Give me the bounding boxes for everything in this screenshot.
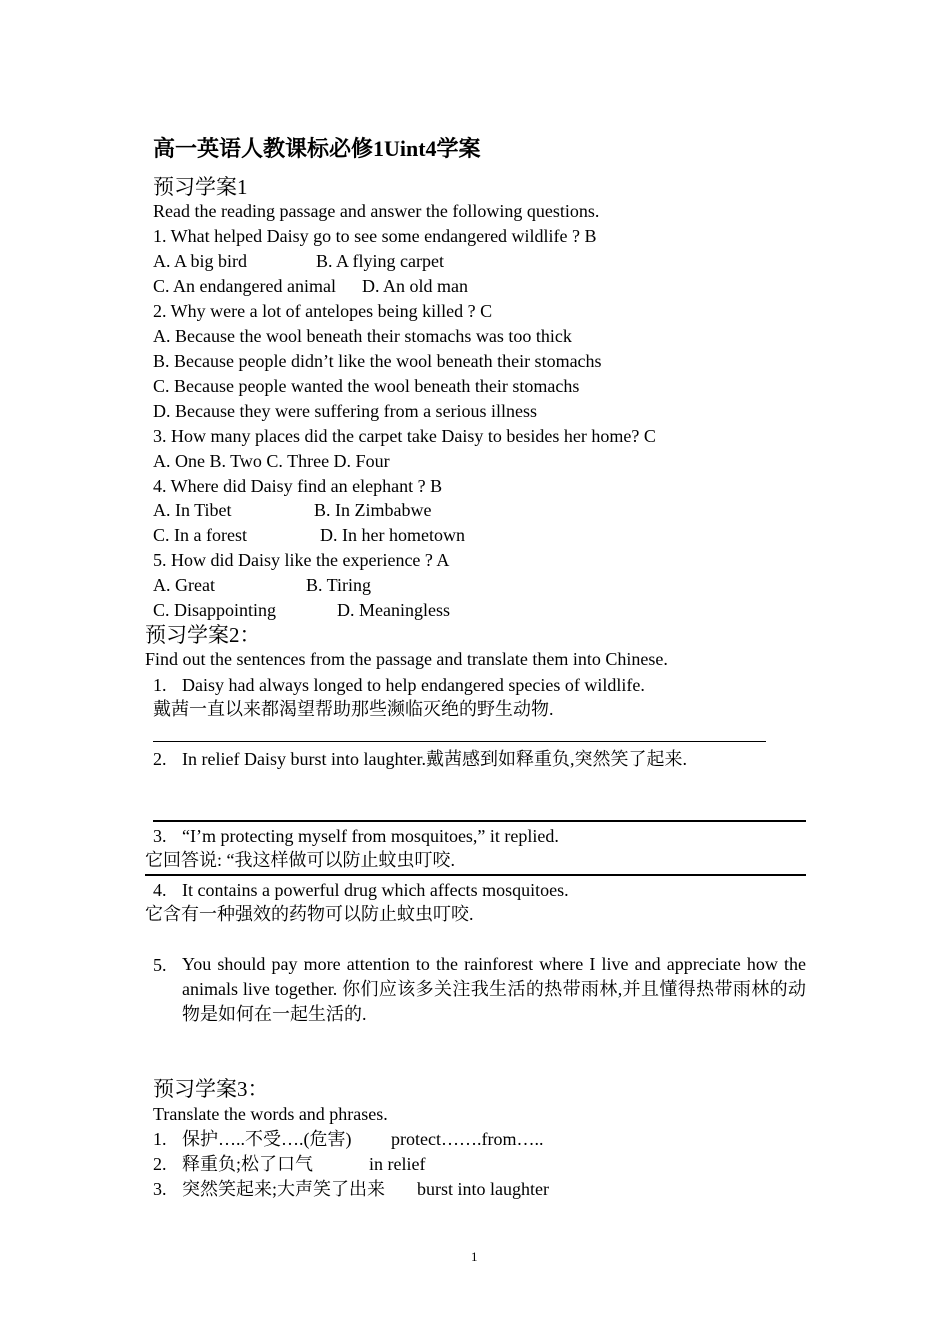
instruction-3: Translate the words and phrases. [153,1104,388,1124]
question-5-option-a: A. Great [153,575,215,595]
sentence-5-text: You should pay more attention to the rainforest where I live and appreciate how the animals live together. 你们应该多关注我生活的热带雨林,并且懂得热带雨林的动物是如何在一起生活的. [182,954,806,1024]
question-1-option-b: B. A flying carpet [316,251,444,271]
section-heading-1: 预习学案1 [153,175,248,199]
sentence-3-english: “I’m protecting myself from mosquitoes,” it replied. [182,826,559,846]
question-1-stem: 1. What helped Daisy go to see some endangered wildlife ? B [153,226,597,246]
question-1-option-c: C. An endangered animal [153,276,336,296]
question-3-options: A. One B. Two C. Three D. Four [153,451,390,471]
phrase-2-chinese: 释重负;松了口气 [182,1154,314,1174]
question-2-option-b: B. Because people didn’t like the wool beneath their stomachs [153,351,602,371]
answer-line [145,874,806,876]
question-2-option-a: A. Because the wool beneath their stomachs was too thick [153,326,572,346]
question-5-option-c: C. Disappointing [153,600,277,620]
instruction-1: Read the reading passage and answer the following questions. [153,201,600,221]
phrase-3-english: burst into laughter [417,1179,549,1199]
page-number: 1 [471,1249,478,1264]
phrase-2-number: 2. [153,1154,167,1174]
question-1-option-a: A. A big bird [153,251,248,271]
sentence-2-text: In relief Daisy burst into laughter.戴茜感到如释重负,突然笑了起来. [182,749,687,769]
question-5-option-d: D. Meaningless [337,600,450,620]
sentence-1-english: Daisy had always longed to help endangered species of wildlife. [182,675,645,695]
phrase-1-english: protect…….from….. [391,1129,544,1149]
question-4-option-b: B. In Zimbabwe [314,500,432,520]
sentence-4-english: It contains a powerful drug which affects mosquitoes. [182,880,569,900]
section-heading-2: 预习学案2： [145,623,261,647]
answer-line [153,741,766,742]
sentence-4-chinese: 它含有一种强效的药物可以防止蚊虫叮咬. [145,904,474,924]
page-title: 高一英语人教课标必修1Uint4学案 [153,136,481,161]
question-3-stem: 3. How many places did the carpet take Daisy to besides her home? C [153,426,656,446]
phrase-3-number: 3. [153,1179,167,1199]
phrase-3-chinese: 突然笑起来;大声笑了出来 [182,1179,385,1199]
question-4-stem: 4. Where did Daisy find an elephant ? B [153,476,443,496]
phrase-1-chinese: 保护…..不受….(危害) [182,1129,352,1149]
question-4-option-c: C. In a forest [153,525,247,545]
question-4-option-d: D. In her hometown [320,525,465,545]
sentence-3-number: 3. [153,826,167,846]
question-2-option-c: C. Because people wanted the wool beneath their stomachs [153,376,580,396]
section-heading-3: 预习学案3： [153,1077,269,1101]
sentence-5-number: 5. [153,955,167,975]
question-5-option-b: B. Tiring [306,575,372,595]
sentence-1-number: 1. [153,675,167,695]
question-4-option-a: A. In Tibet [153,500,232,520]
sentence-1-chinese: 戴茜一直以来都渴望帮助那些濒临灭绝的野生动物. [153,699,554,719]
question-2-stem: 2. Why were a lot of antelopes being killed ? C [153,301,493,321]
phrase-2-english: in relief [369,1154,426,1174]
sentence-4-number: 4. [153,880,167,900]
sentence-2-number: 2. [153,749,167,769]
phrase-1-number: 1. [153,1129,167,1149]
question-5-stem: 5. How did Daisy like the experience ? A [153,550,450,570]
sentence-3-chinese: 它回答说: “我这样做可以防止蚊虫叮咬. [145,850,455,870]
question-1-option-d: D. An old man [362,276,468,296]
answer-line [153,820,806,822]
question-2-option-d: D. Because they were suffering from a serious illness [153,401,538,421]
instruction-2: Find out the sentences from the passage and translate them into Chinese. [145,649,668,669]
